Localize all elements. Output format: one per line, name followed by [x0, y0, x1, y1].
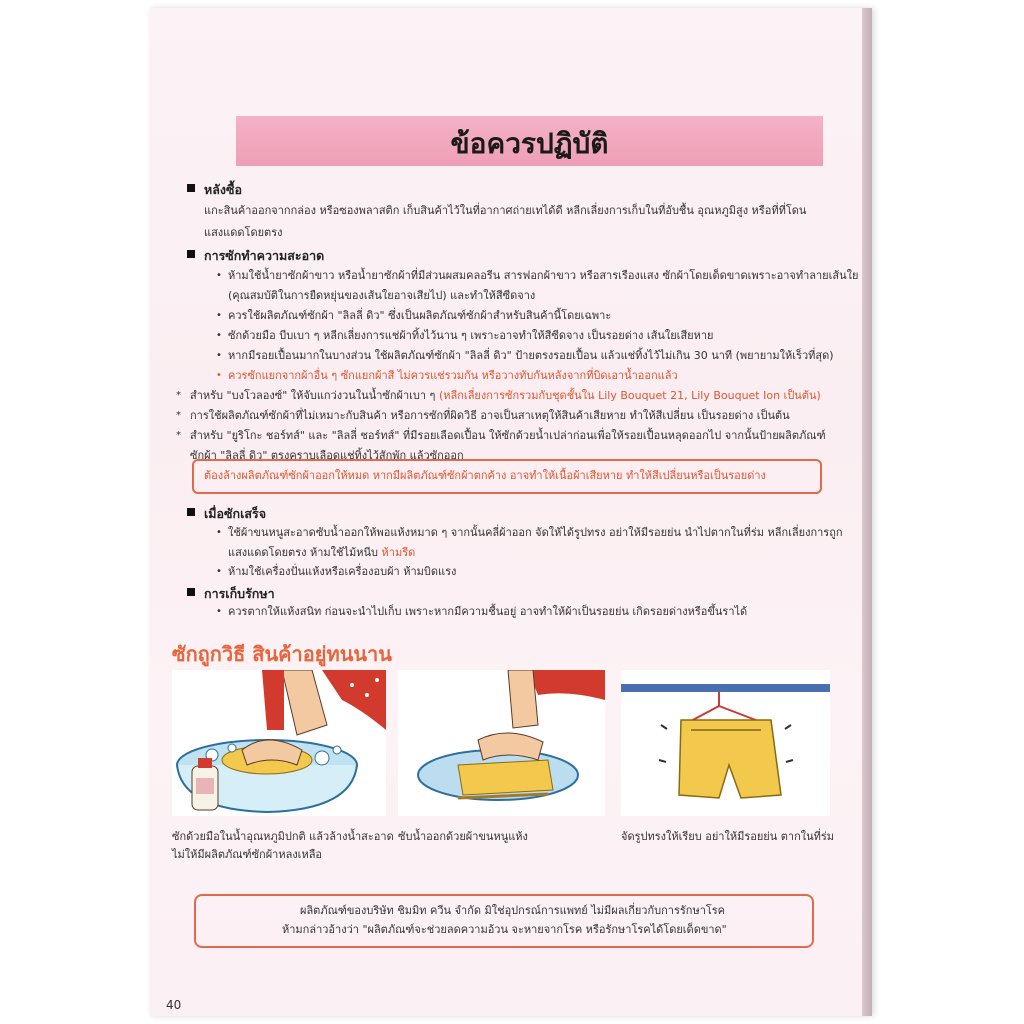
section-bullet	[187, 184, 195, 192]
bullet-dot: •	[216, 310, 222, 321]
text-line	[228, 546, 415, 560]
text-line: ห้ามใช้น้ำยาซักผ้าขาว หรือน้ำยาซักผ้าที่มีส่วนผสมคลอรีน สารฟอกผ้าขาว หรือสารเรืองแสง ซักผ้าโดยเด็ดขาดเพราะอาจทำลายเส้นใย	[228, 269, 859, 282]
illustration-hand-washing	[172, 670, 386, 816]
caption-3: จัดรูปทรงให้เรียบ อย่าให้มีรอยย่น ตากในที่ร่ม	[621, 830, 835, 843]
bullet-dot: •	[216, 350, 222, 361]
page-edge	[862, 8, 872, 1016]
heading-cleaning: การซักทำความสะอาด	[204, 248, 325, 263]
section-bullet	[187, 250, 195, 258]
text-line: ซักผ้า "ลิลลี่ ดิว" ตรงคราบเลือดแช่ทิ้งไว้สักพัก แล้วซักออก	[190, 449, 464, 462]
title-band	[236, 116, 823, 166]
note-text: สำหรับ "บงโวลองซ์" ให้จับแกว่งวนในน้ำซักผ้าเบา ๆ	[190, 389, 436, 402]
page-title: ข้อควรปฏิบัติ	[450, 127, 609, 160]
text-line: ซักด้วยมือ บีบเบา ๆ หลีกเลี่ยงการแช่ผ้าทิ้งไว้นาน ๆ เพราะอาจทำให้สีซีดจาง เป็นรอยด่าง เส้นใยเสียหาย	[228, 329, 714, 342]
text-line: ควรใช้ผลิตภัณฑ์ซักผ้า "ลิลลี่ ดิว" ซึ่งเป็นผลิตภัณฑ์ซักผ้าสำหรับสินค้านี้โดยเฉพาะ	[228, 309, 612, 322]
text-line: แสงแดดโดยตรง	[204, 226, 283, 239]
note-text-red: (หลีกเลี่ยงการซักรวมกับชุดชั้นใน Lily Bouquet 21, Lily Bouquet Ion เป็นต้น)	[438, 389, 821, 402]
wash-section-title: ซักถูกวิธี สินค้าอยู่ทนนาน	[172, 642, 392, 666]
illustration-hang-dry	[621, 670, 830, 816]
text-line: ห้ามใช้เครื่องปั่นแห้งหรือเครื่องอบผ้า ห้ามบิดแรง	[228, 565, 457, 578]
page-number: 40	[166, 998, 182, 1012]
illustration-towel-blot	[398, 670, 605, 816]
section-bullet	[187, 508, 195, 516]
heading-storage: การเก็บรักษา	[204, 586, 275, 601]
disclaimer-line-1: ผลิตภัณฑ์ของบริษัท ชิมมิท ควีน จำกัด มิใช่อุปกรณ์การแพทย์ ไม่มีผลเกี่ยวกับการรักษาโรค	[300, 904, 726, 917]
text-line	[190, 389, 821, 403]
text-span-red: ห้ามรีด	[381, 546, 416, 559]
warning-text: ต้องล้างผลิตภัณฑ์ซักผ้าออกให้หมด หากมีผลิตภัณฑ์ซักผ้าตกค้าง อาจทำให้เนื้อผ้าเสียหาย ทำให้สีเปลี่ยนหรือเป็นรอยด่าง	[204, 469, 766, 482]
text-line: ควรตากให้แห้งสนิท ก่อนจะนำไปเก็บ เพราะหากมีความชื้นอยู่ อาจทำให้ผ้าเป็นรอยย่น เกิดรอยด่างหรือขึ้นราได้	[228, 605, 748, 618]
heading-after-washing: เมื่อซักเสร็จ	[204, 506, 267, 521]
bullet-dot: •	[216, 270, 222, 281]
bullet-dot: •	[216, 330, 222, 341]
text-line: แกะสินค้าออกจากกล่อง หรือซองพลาสติก เก็บสินค้าไว้ในที่อากาศถ่ายเทได้ดี หลีกเลี่ยงการเก็บในที่อับชื้น อุณหภูมิสูง หรือที่ที่โดน	[204, 204, 807, 217]
section-bullet	[187, 588, 195, 596]
warning-box	[192, 459, 822, 494]
caption-1: ไม่ให้มีผลิตภัณฑ์ซักผ้าหลงเหลือ	[172, 848, 323, 861]
bullet-dot: •	[216, 527, 222, 538]
text-line-red: ควรซักแยกจากผ้าอื่น ๆ ซักแยกผ้าสี ไม่ควรแช่รวมกัน หรือวางทับกันหลังจากที่บิดเอาน้ำออกแล้ว	[228, 369, 678, 382]
bullet-dot: •	[216, 566, 222, 577]
disclaimer-line-2: ห้ามกล่าวอ้างว่า "ผลิตภัณฑ์จะช่วยลดความอ้วน จะหายจากโรค หรือรักษาโรคได้โดยเด็ดขาด"	[282, 923, 727, 936]
text-line: สำหรับ "ยูริโกะ ชอร์ทส์" และ "ลิลลี่ ชอร์ทส์" ที่มีรอยเลือดเปื้อน ให้ซักด้วยน้ำเปล่าก่อนเพื่อให้รอยเปื้อนหลุดออกไป จากนั้นป้ายผลิตภัณฑ์	[190, 429, 826, 442]
text-span: แสงแดดโดยตรง ห้ามใช้ไม้หนีบ	[228, 546, 379, 559]
text-line: (คุณสมบัติในการยืดหยุ่นของเส้นใยอาจเสียไป) และทำให้สีซีดจาง	[228, 289, 536, 302]
asterisk-mark: *	[176, 410, 181, 421]
text-line: การใช้ผลิตภัณฑ์ซักผ้าที่ไม่เหมาะกับสินค้า หรือการซักที่ผิดวิธี อาจเป็นสาเหตุให้สินค้าเสียหาย ทำให้สีเปลี่ยน เป็นรอยด่าง เป็นต้น	[190, 409, 790, 422]
document-page	[150, 8, 872, 1016]
text-line: ใช้ผ้าขนหนูสะอาดซับน้ำออกให้พอแห้งหมาด ๆ จากนั้นคลี่ผ้าออก จัดให้ได้รูปทรง อย่าให้มีรอยย่น นำไปตากในที่ร่ม หลีกเลี่ยงการถูก	[228, 526, 843, 539]
asterisk-mark: *	[176, 390, 181, 401]
caption-1: ซักด้วยมือในน้ำอุณหภูมิปกติ แล้วล้างน้ำสะอาด	[172, 830, 394, 843]
asterisk-mark: *	[176, 430, 181, 441]
caption-2: ซับน้ำออกด้วยผ้าขนหนูแห้ง	[398, 830, 528, 843]
bullet-dot: •	[216, 606, 222, 617]
bullet-dot: •	[216, 370, 222, 381]
disclaimer-box	[194, 894, 814, 948]
text-line: หากมีรอยเปื้อนมากในบางส่วน ใช้ผลิตภัณฑ์ซักผ้า "ลิลลี่ ดิว" ป้ายตรงรอยเปื้อน แล้วแช่ทิ้งไว้ไม่เกิน 30 นาที (พยายามให้เร็วที่สุด)	[228, 349, 834, 362]
heading-after-purchase: หลังซื้อ	[204, 182, 242, 197]
